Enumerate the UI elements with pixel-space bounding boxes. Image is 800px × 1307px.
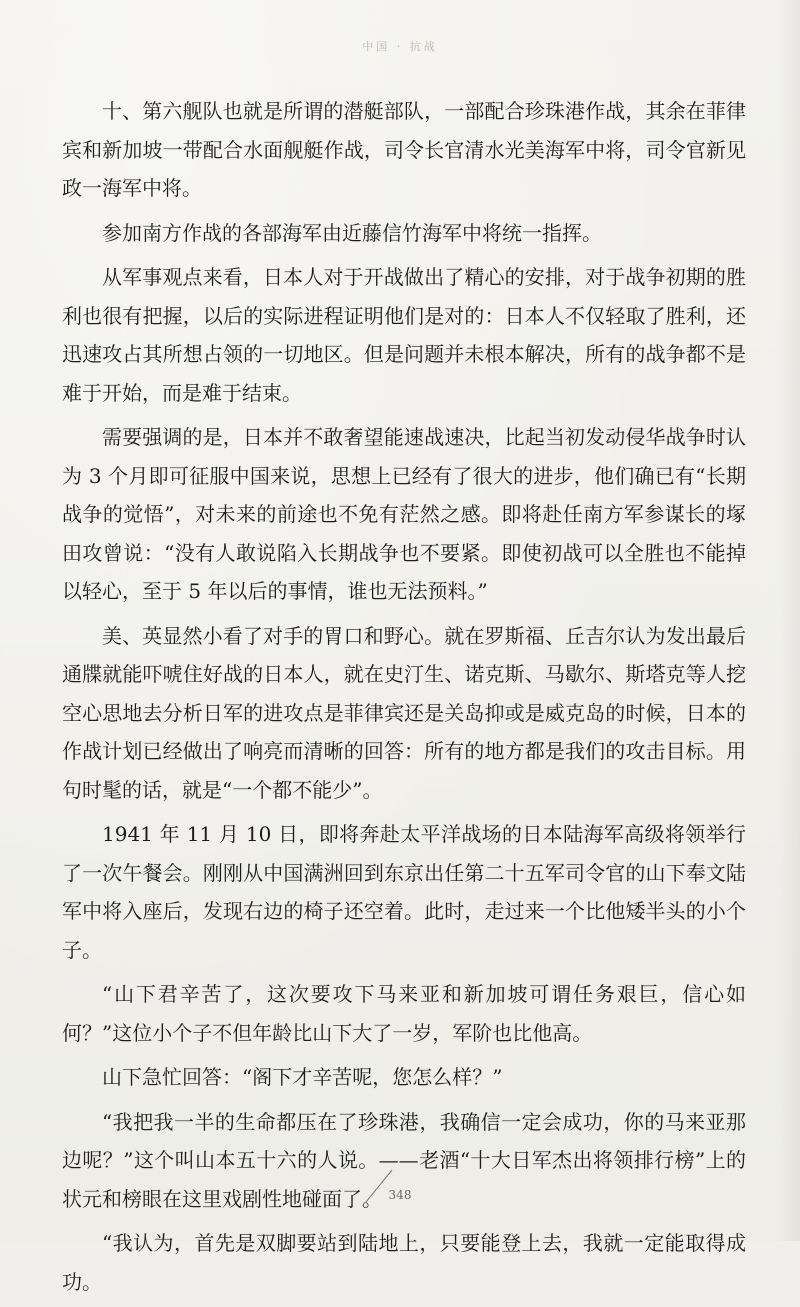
paragraph-9: “我把我一半的生命都压在了珍珠港，我确信一定会成功，你的马来亚那边呢？”这个叫山本五十六的人说。——老酒“十大日军杰出将领排行榜”上的状元和榜眼在这里戏剧性地碰面了。 xyxy=(62,1109,746,1211)
page-number: 348 xyxy=(388,1188,412,1202)
body-text xyxy=(62,92,746,1307)
paragraph-1: 十、第六舰队也就是所谓的潜艇部队，一部配合珍珠港作战，其余在菲律宾和新加坡一带配合水面舰艇作战，司令长官清水光美海军中将，司令官新见政一海军中将。 xyxy=(62,99,746,200)
paragraph-2: 参加南方作战的各部海军由近藤信竹海军中将统一指挥。 xyxy=(102,220,602,245)
paragraph-4: 需要强调的是，日本并不敢奢望能速战速决，比起当初发动侵华战争时认为 3 个月即可征服中国来说，思想上已经有了很大的进步，他们确已有“长期战争的觉悟”，对未来的前途也不免有茫然之感。即将赴任南方军参谋长的塚田攻曾说：“没有人敢说陷入长期战争也不要紧。即使初战可以全胜也不能掉以轻心，至于 5 年以后的事情，谁也无法预料。” xyxy=(62,425,746,603)
page-edge-shadow xyxy=(778,0,800,1241)
paragraph-3: 从军事观点来看，日本人对于开战做出了精心的安排，对于战争初期的胜利也很有把握，以后的实际进程证明他们是对的：日本人不仅轻取了胜利，还迅速攻占其所想占领的一切地区。但是问题并未根本解决，所有的战争都不是难于开始，而是难于结束。 xyxy=(62,265,746,405)
paragraph-6: 1941 年 11 月 10 日，即将奔赴太平洋战场的日本陆海军高级将领举行了一次午餐会。刚刚从中国满洲回到东京出任第二十五军司令官的山下奉文陆军中将入座后，发现右边的椅子还空着。此时，走过来一个比他矮半头的小个子。 xyxy=(62,822,746,962)
paragraph-10: “我认为，首先是双脚要站到陆地上，只要能登上去，我就一定能取得成功。 xyxy=(62,1231,746,1294)
paragraph-5: 美、英显然小看了对手的胃口和野心。就在罗斯福、丘吉尔认为发出最后通牒就能吓唬住好战的日本人，就在史汀生、诺克斯、马歇尔、斯塔克等人挖空心思地去分析日军的进攻点是菲律宾还是关岛抑或是威克岛的时候，日本的作战计划已经做出了响亮而清晰的回答：所有的地方都是我们的攻击目标。用句时髦的话，就是“一个都不能少”。 xyxy=(62,623,746,802)
paragraph-8: 山下急忙回答：“阁下才辛苦呢，您怎么样？” xyxy=(102,1065,503,1089)
paragraph-7: “山下君辛苦了，这次要攻下马来亚和新加坡可谓任务艰巨，信心如何？”这位小个子不但年龄比山下大了一岁，军阶也比他高。 xyxy=(62,982,746,1045)
running-head: 中国 · 抗战 xyxy=(362,40,438,53)
